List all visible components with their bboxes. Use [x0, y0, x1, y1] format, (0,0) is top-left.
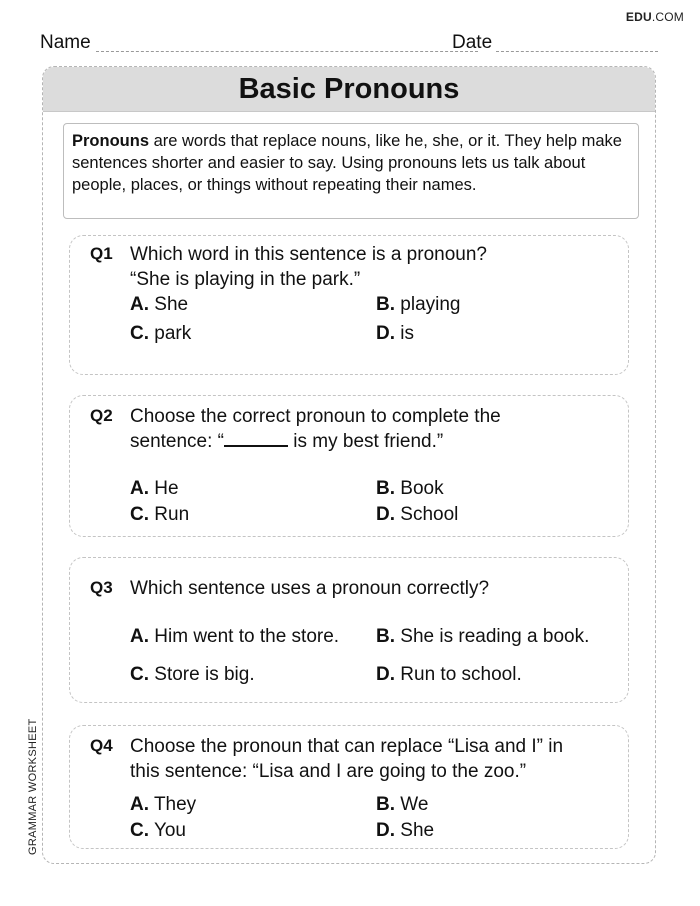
- answer-blank[interactable]: [224, 431, 288, 447]
- question-text: [130, 734, 620, 784]
- option-d[interactable]: D. She: [376, 820, 435, 841]
- question-number: Q4: [90, 736, 113, 755]
- brand-name: EDU: [625, 10, 652, 24]
- question-card-2: [69, 395, 629, 537]
- option-b[interactable]: B. We: [376, 794, 429, 815]
- option-a[interactable]: A. He: [130, 478, 179, 499]
- option-a[interactable]: A. They: [130, 794, 197, 815]
- question-card-4: [69, 725, 629, 849]
- date-line[interactable]: [496, 51, 658, 52]
- question-card-1: [69, 235, 629, 375]
- name-label: Name: [40, 32, 91, 53]
- intro-box: [63, 123, 639, 219]
- option-c[interactable]: C. You: [130, 820, 186, 841]
- question-line: “She is playing in the park.”: [130, 269, 361, 290]
- option-d[interactable]: D. School: [376, 504, 459, 525]
- question-text: [130, 576, 620, 601]
- option-a[interactable]: A. Him went to the store.: [130, 626, 340, 647]
- page-title: Basic Pronouns: [238, 72, 460, 105]
- brand-suffix: .COM: [651, 10, 684, 24]
- name-date-row: [40, 32, 658, 54]
- question-number: Q3: [90, 578, 113, 597]
- option-d[interactable]: D. is: [376, 323, 415, 344]
- title-bar: [43, 67, 655, 112]
- option-b[interactable]: B. Book: [376, 478, 444, 499]
- intro-keyword: Pronouns: [72, 132, 149, 150]
- name-line[interactable]: [96, 51, 478, 52]
- question-line: Which sentence uses a pronoun correctly?: [130, 578, 490, 599]
- question-line: Choose the correct pronoun to complete the: [130, 406, 501, 427]
- question-line: Choose the pronoun that can replace “Lisa and I” in: [130, 736, 564, 757]
- brand-logo: [626, 10, 684, 24]
- option-c[interactable]: C. Store is big.: [130, 664, 255, 685]
- question-card-3: [69, 557, 629, 703]
- option-b[interactable]: B. playing: [376, 294, 461, 315]
- option-b[interactable]: B. She is reading a book.: [376, 626, 590, 647]
- option-c[interactable]: C. park: [130, 323, 192, 344]
- question-line: Which word in this sentence is a pronoun?: [130, 244, 487, 265]
- intro-text: are words that replace nouns, like he, she, or it. They help make sentences shorter and easier to say. Using pronouns lets us talk about people, places, or things without repeating their names.: [72, 132, 622, 194]
- option-a[interactable]: A. She: [130, 294, 189, 315]
- question-number: Q1: [90, 244, 113, 263]
- question-line: sentence: “ is my best friend.”: [130, 431, 444, 452]
- question-text: [130, 242, 620, 292]
- side-label: GRAMMAR WORKSHEET: [27, 718, 39, 855]
- option-d[interactable]: D. Run to school.: [376, 664, 522, 685]
- worksheet-card: [42, 66, 656, 864]
- question-line: this sentence: “Lisa and I are going to the zoo.”: [130, 761, 527, 782]
- date-label: Date: [452, 32, 493, 53]
- option-c[interactable]: C. Run: [130, 504, 190, 525]
- question-text: [130, 404, 620, 454]
- question-number: Q2: [90, 406, 113, 425]
